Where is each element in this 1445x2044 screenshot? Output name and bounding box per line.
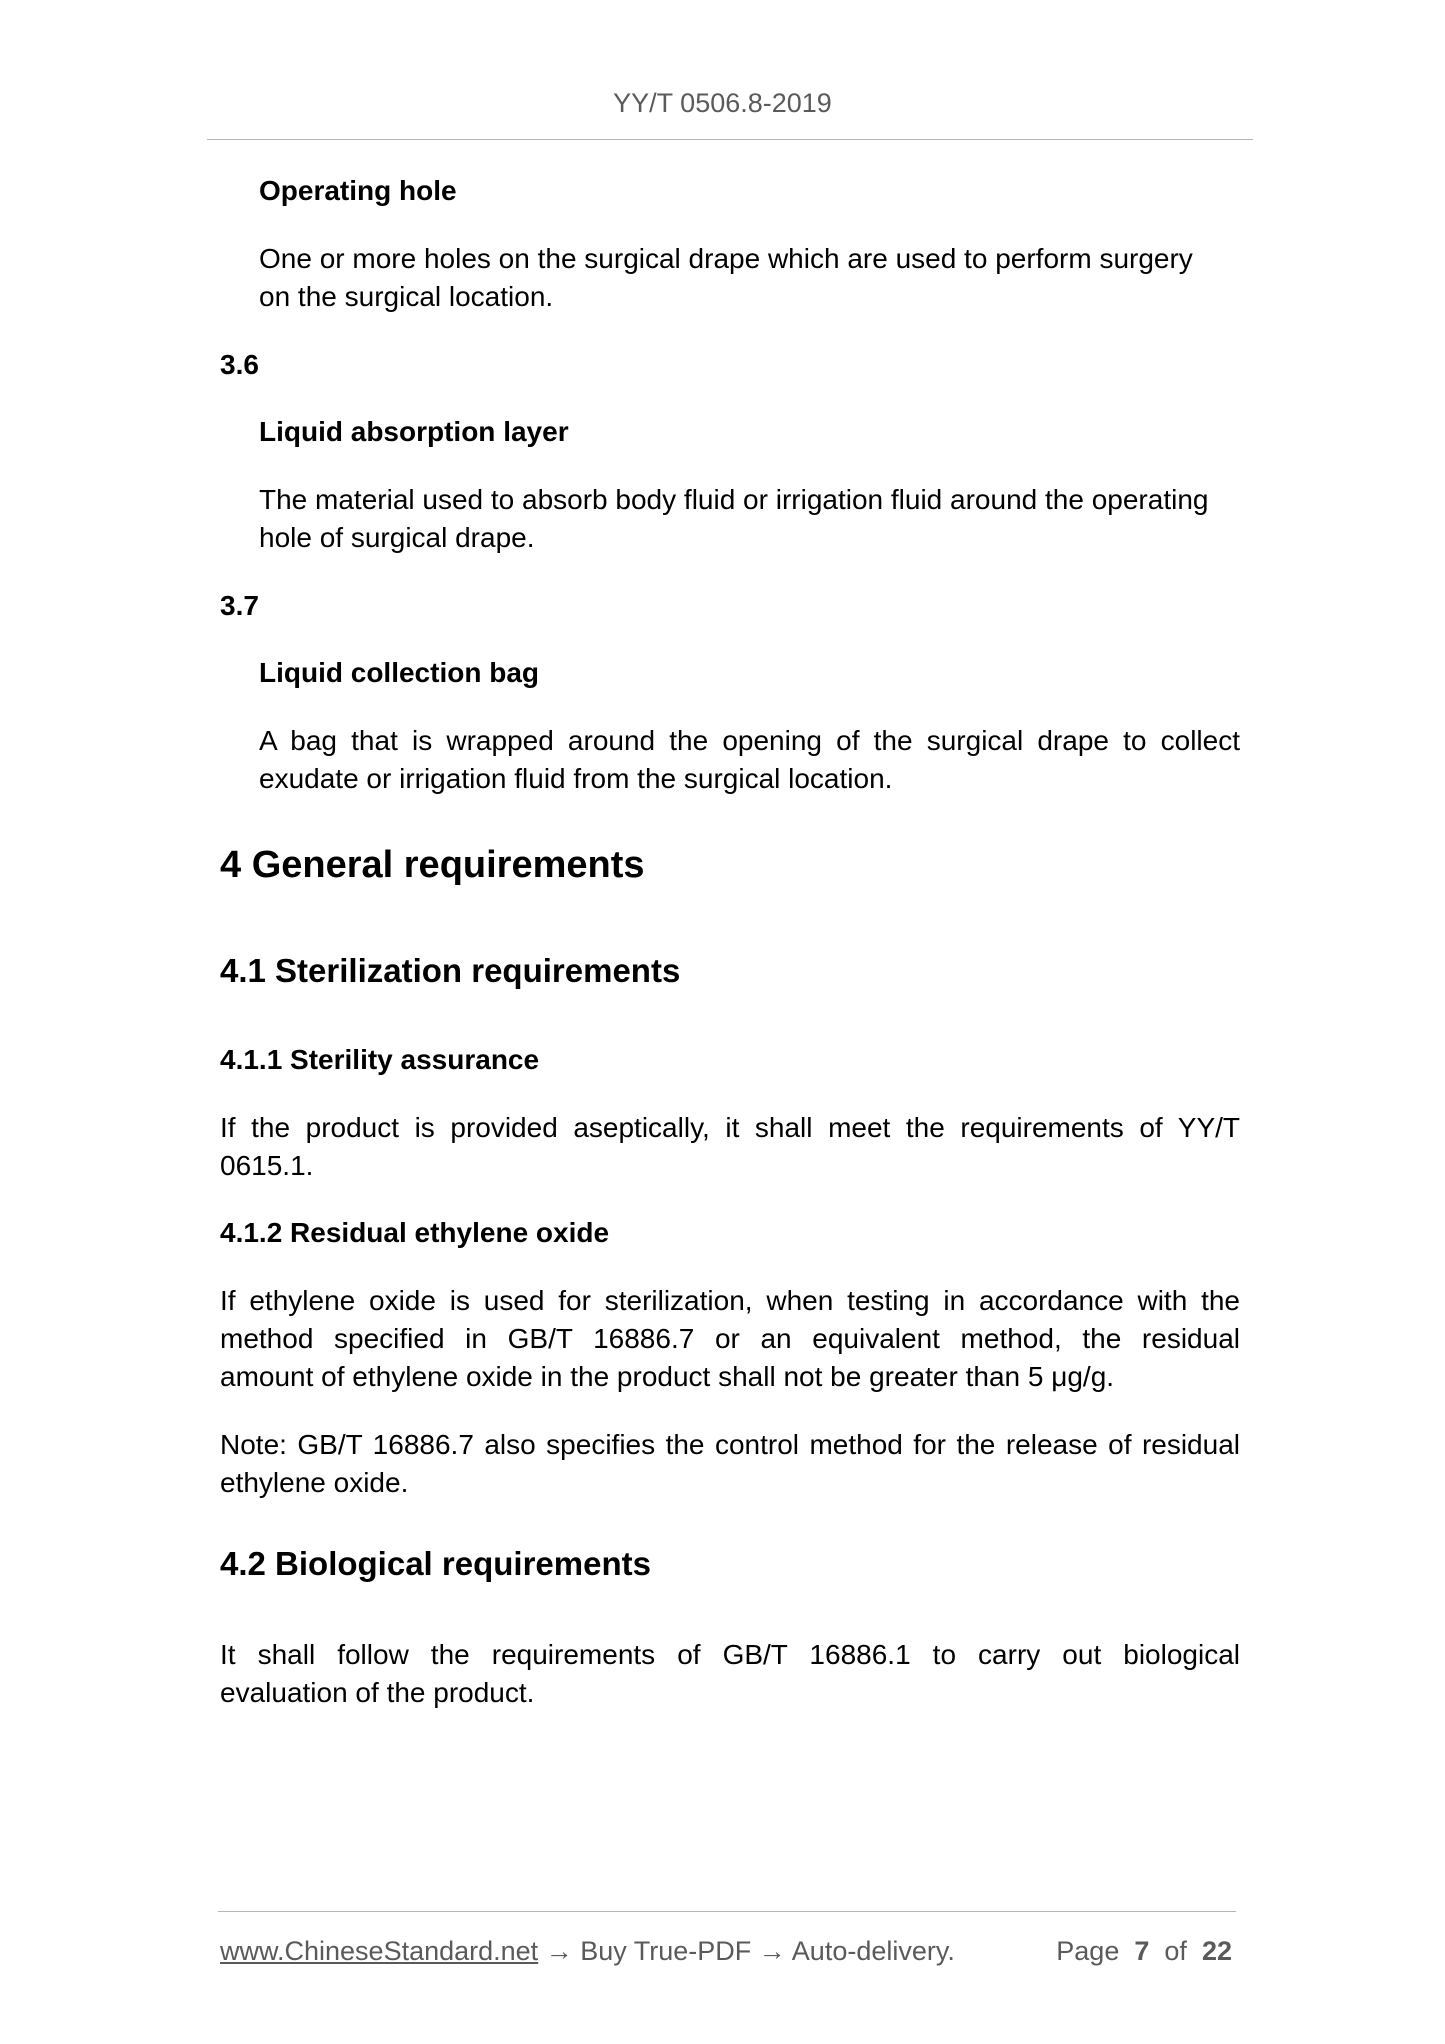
paragraph-line: If the product is provided aseptically, it shall meet the requirements of YY/T [220,1112,1240,1143]
section-heading-4: 4 General requirements [220,844,645,886]
chinesestandard-link[interactable]: www.ChineseStandard.net [220,1936,539,1966]
paragraph-line: evaluation of the product. [220,1677,535,1708]
section-heading-4-1: 4.1 Sterilization requirements [220,952,681,989]
term-definition-line: exudate or irrigation fluid from the surgical location. [259,763,893,794]
paragraph-line: method specified in GB/T 16886.7 or an equivalent method, the residual [220,1323,1240,1354]
arrow-right-icon: → [758,1936,786,1966]
header-divider [207,139,1253,140]
term-title-liquid-collection-bag: Liquid collection bag [259,657,539,688]
note-line: ethylene oxide. [220,1467,409,1498]
page-footer [220,1933,1232,1969]
footer-divider [218,1911,1236,1912]
term-definition-line: on the surgical location. [259,281,554,312]
page-label: Page [1056,1936,1120,1966]
section-heading-4-1-2: 4.1.2 Residual ethylene oxide [220,1217,610,1248]
term-definition-line: One or more holes on the surgical drape which are used to perform surgery [259,243,1193,274]
section-heading-4-1-1: 4.1.1 Sterility assurance [220,1044,540,1075]
paragraph-line: It shall follow the requirements of GB/T 16886.1 to carry out biological [220,1639,1240,1670]
term-definition-line: hole of surgical drape. [259,522,535,553]
term-number-3-6: 3.6 [220,349,259,380]
page-of-label: of [1164,1936,1187,1966]
term-number-3-7: 3.7 [220,590,259,621]
term-title-operating-hole: Operating hole [259,175,457,206]
page-header-doc-id: YY/T 0506.8-2019 [613,88,832,118]
auto-delivery-text: Auto-delivery. [791,1936,955,1966]
term-title-liquid-absorption-layer: Liquid absorption layer [259,416,569,447]
paragraph-line: 0615.1. [220,1150,314,1181]
buy-true-pdf-text: Buy True-PDF [580,1936,752,1966]
page-number [1056,1933,1232,1969]
arrow-right-icon: → [545,1936,573,1966]
term-definition-line: The material used to absorb body fluid or irrigation fluid around the operating [259,484,1209,515]
page-current: 7 [1134,1936,1150,1966]
page-total: 22 [1201,1936,1232,1966]
section-heading-4-2: 4.2 Biological requirements [220,1545,651,1582]
note-line: Note: GB/T 16886.7 also specifies the control method for the release of residual [220,1429,1240,1460]
paragraph-line: If ethylene oxide is used for sterilization, when testing in accordance with the [220,1285,1240,1316]
paragraph-line: amount of ethylene oxide in the product shall not be greater than 5 μg/g. [220,1361,1115,1392]
term-definition-line: A bag that is wrapped around the opening of the surgical drape to collect [259,725,1240,756]
